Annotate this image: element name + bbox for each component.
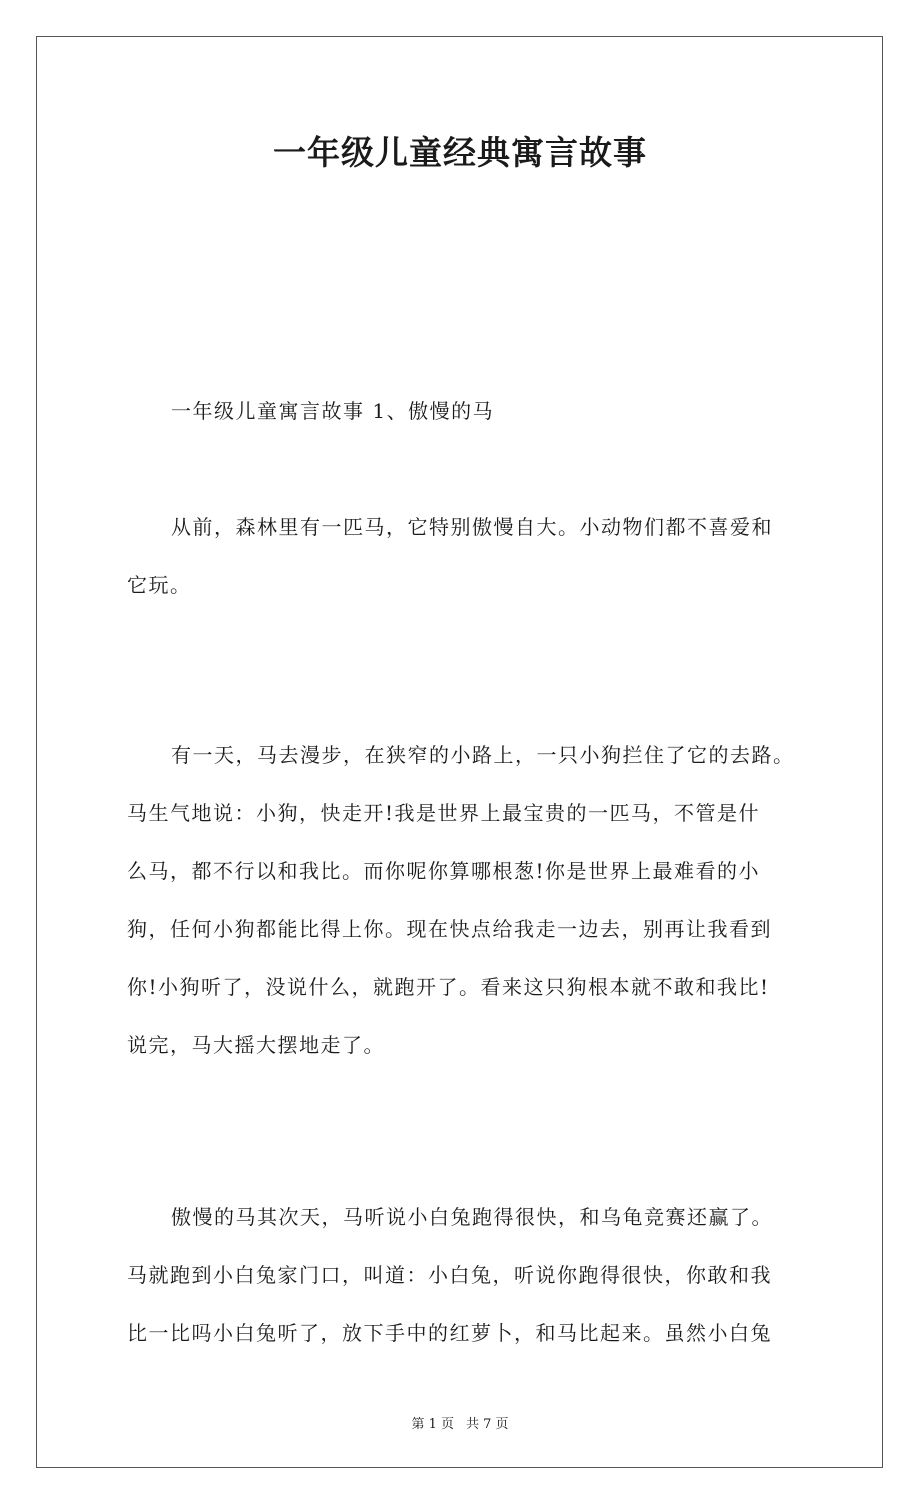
section-heading: 一年级儿童寓言故事 1、傲慢的马 — [171, 399, 495, 423]
page-footer — [0, 1413, 920, 1432]
document-title: 一年级儿童经典寓言故事 — [273, 133, 647, 172]
paragraph-3-line-3: 比一比吗小白兔听了，放下手中的红萝卜，和马比起来。虽然小白兔 — [127, 1321, 772, 1345]
paragraph-3-line-2: 马就跑到小白兔家门口，叫道：小白兔，听说你跑得很快，你敢和我 — [127, 1263, 772, 1287]
paragraph-1-line-2: 它玩。 — [127, 573, 192, 597]
page-number: 第 1 页 — [411, 1417, 454, 1432]
page-total: 共 7 页 — [466, 1417, 509, 1432]
paragraph-2-line-5: 你!小狗听了，没说什么，就跑开了。看来这只狗根本就不敢和我比! — [127, 975, 770, 999]
paragraph-1-line-1: 从前，森林里有一匹马，它特别傲慢自大。小动物们都不喜爱和 — [171, 515, 773, 539]
paragraph-2-line-6: 说完，马大摇大摆地走了。 — [127, 1033, 385, 1057]
paragraph-2-line-2: 马生气地说：小狗，快走开!我是世界上最宝贵的一匹马，不管是什 — [127, 801, 761, 825]
paragraph-2-line-1: 有一天，马去漫步，在狭窄的小路上，一只小狗拦住了它的去路。 — [171, 743, 795, 767]
paragraph-3-line-1: 傲慢的马其次天，马听说小白兔跑得很快，和乌龟竞赛还赢了。 — [171, 1205, 773, 1229]
paragraph-2-line-3: 么马，都不行以和我比。而你呢你算哪根葱!你是世界上最难看的小 — [127, 859, 761, 883]
paragraph-2-line-4: 狗，任何小狗都能比得上你。现在快点给我走一边去，别再让我看到 — [127, 917, 772, 941]
